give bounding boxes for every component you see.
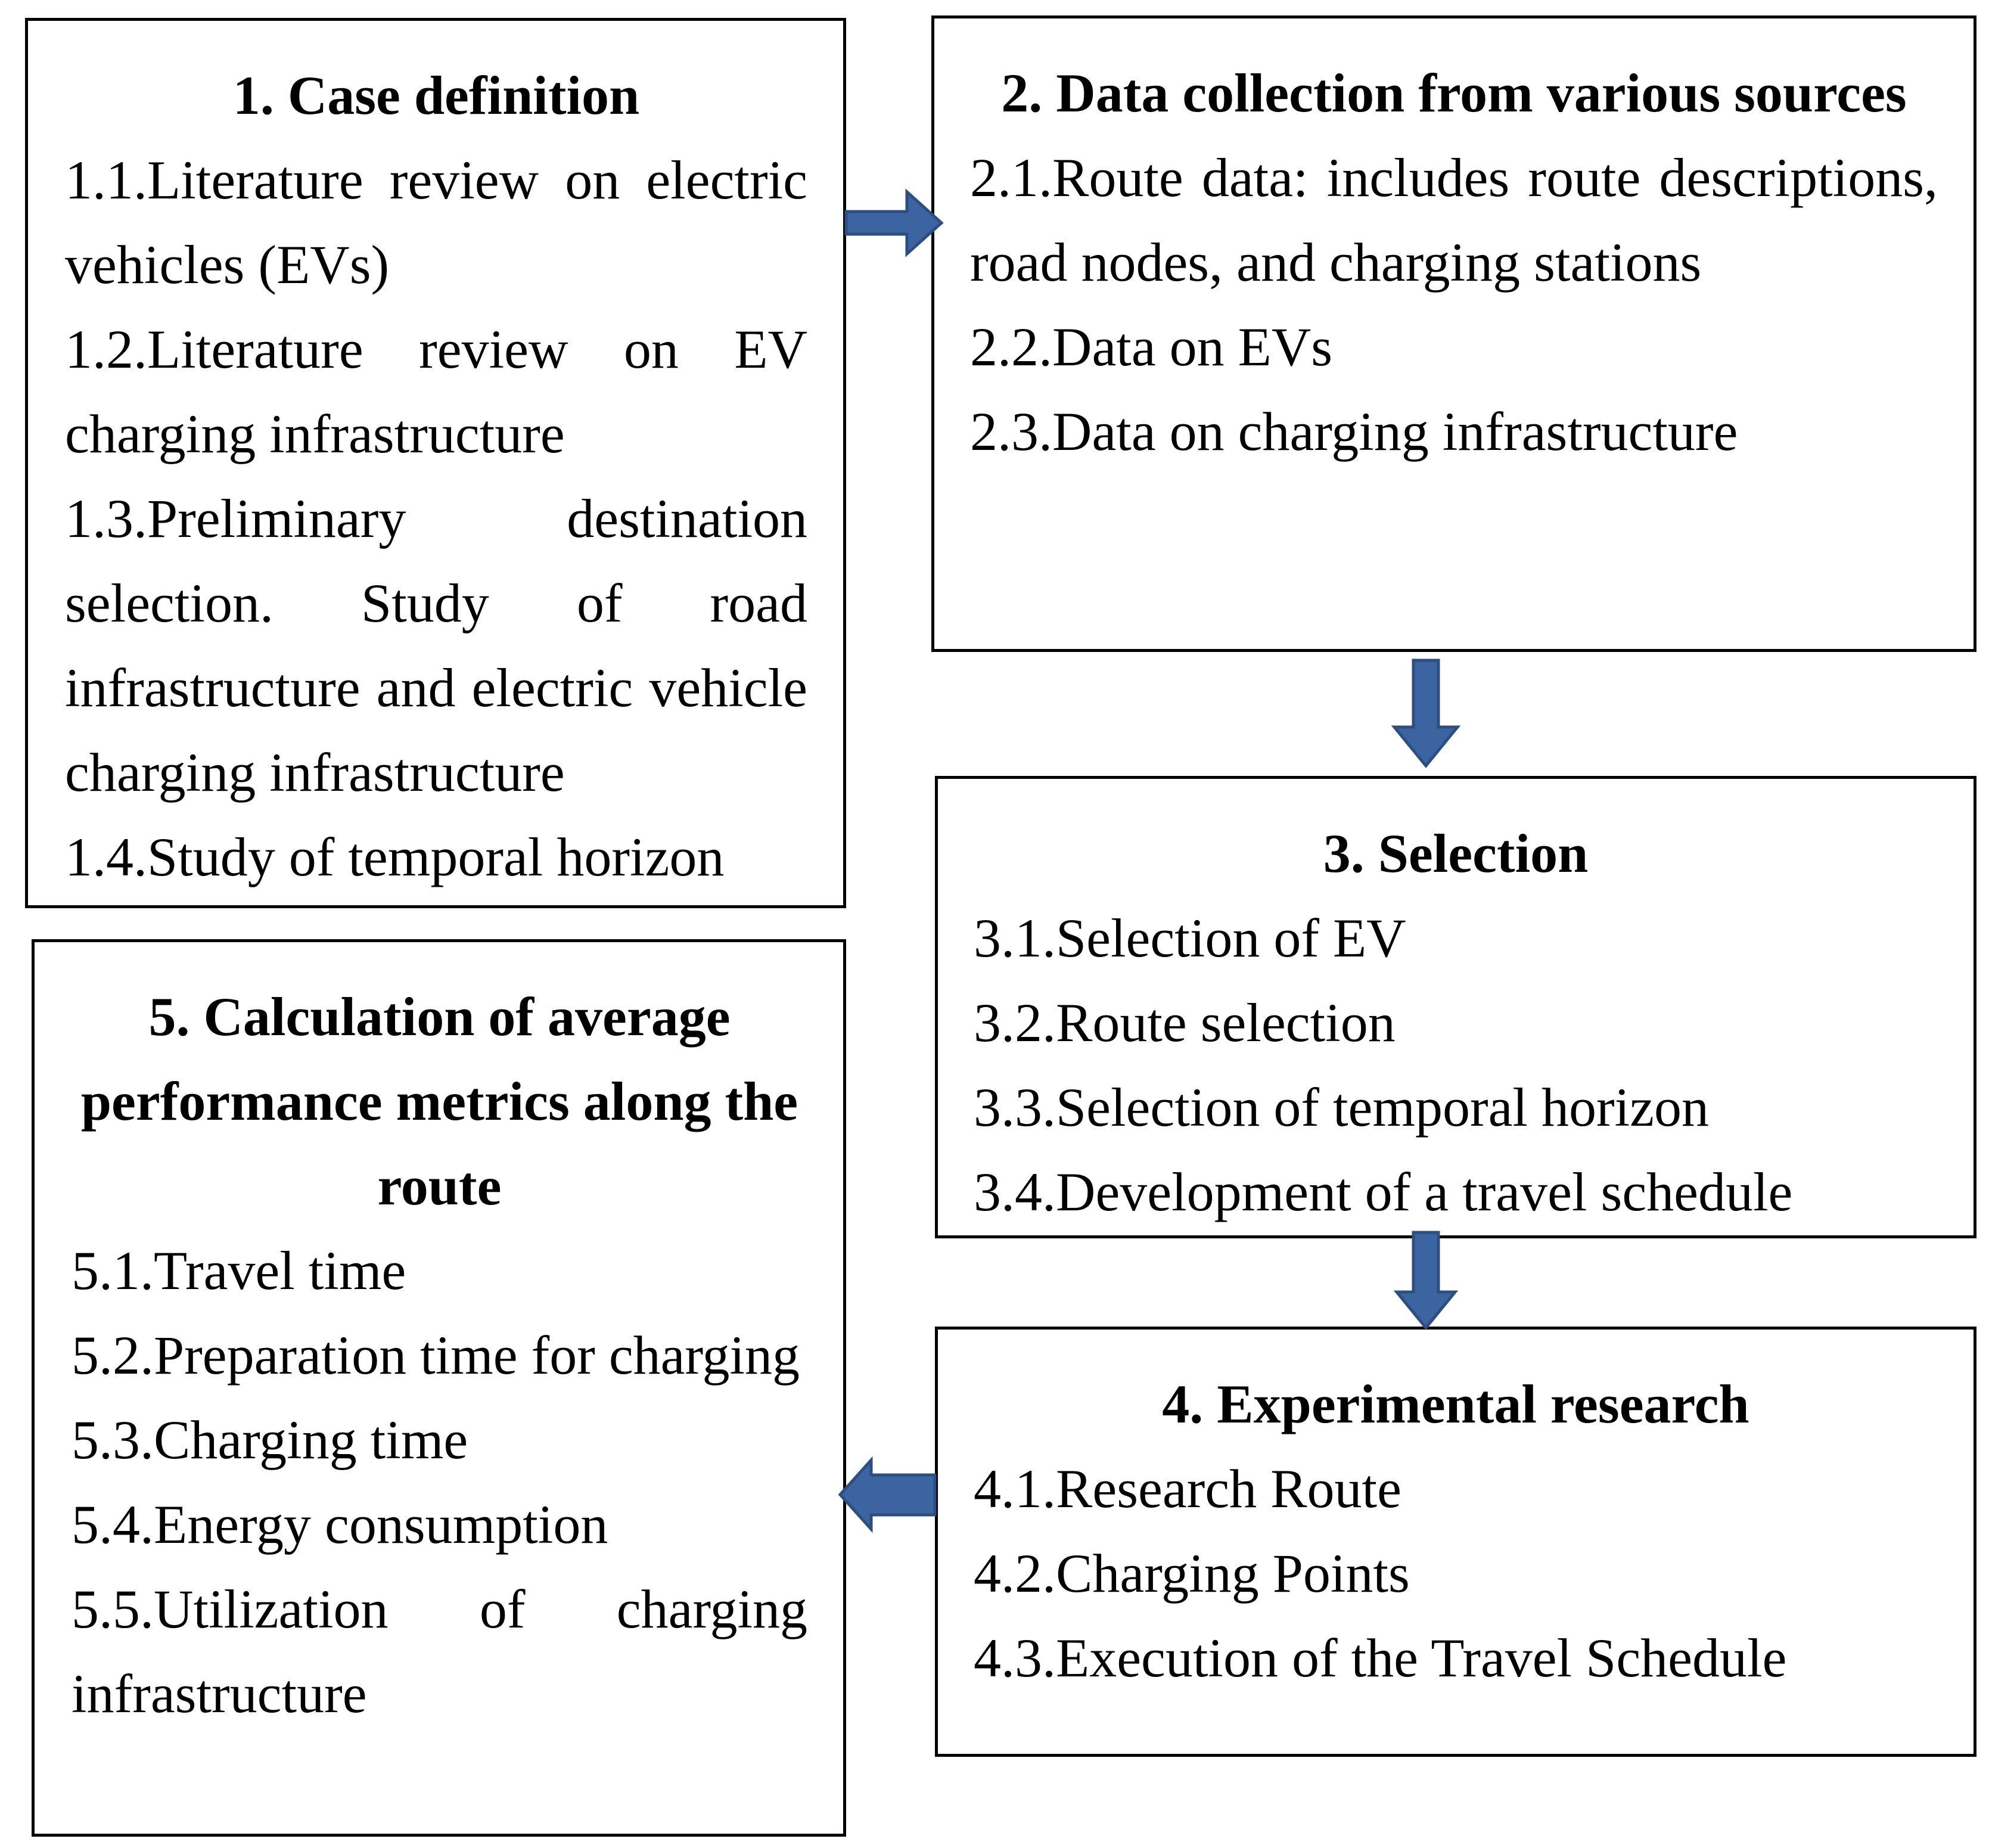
arrow-down-icon [1394,660,1457,766]
step-3-items [974,896,1938,1234]
step-4-item: 4.1.Research Route [974,1458,1401,1519]
step-2-item: 2.3.Data on charging infrastructure [970,401,1738,462]
step-5-item: 5.2.Preparation time for charging [72,1325,800,1386]
step-1-item: 1.4.Study of temporal horizon [65,827,725,887]
step-4-item: 4.3.Execution of the Travel Schedule [974,1628,1787,1688]
step-2-item: 2.2.Data on EVs [970,316,1333,377]
arrow-left-icon [840,1460,935,1529]
step-1-item: 1.1.Literature review on electric vehicles (EVs) [65,150,807,295]
arrow-right-icon [846,192,941,254]
step-5-calculation-box [32,939,846,1837]
step-3-item: 3.3.Selection of temporal horizon [974,1077,1710,1138]
step-5-item: 5.5.Utilization of charging infrastructure [72,1579,807,1724]
step-3-item: 3.2.Route selection [974,992,1396,1053]
step-5-item: 5.3.Charging time [72,1409,468,1470]
step-5-title: 5. Calculation of average performance metrics along the route [80,986,798,1216]
step-4-items [974,1446,1938,1700]
step-5-item: 5.1.Travel time [72,1240,406,1301]
step-1-item: 1.2.Literature review on EV charging infrastructure [65,319,807,464]
step-2-item: 2.1.Route data: includes route descriptions, road nodes, and charging stations [970,147,1938,293]
step-3-item: 3.4.Development of a travel schedule [974,1161,1793,1222]
step-5-item: 5.4.Energy consumption [72,1494,608,1555]
step-4-experimental-research-box [935,1327,1976,1757]
step-1-items [65,138,807,899]
step-5-items [72,1228,807,1736]
arrow-down-icon [1397,1232,1455,1328]
step-2-title: 2. Data collection from various sources [1001,63,1907,123]
step-3-selection-box [935,776,1976,1238]
step-3-item: 3.1.Selection of EV [974,908,1406,968]
step-3-title: 3. Selection [1323,823,1589,884]
step-1-item: 1.3.Preliminary destination selection. Study of road infrastructure and electric vehicle charging infrastructure [65,488,807,803]
step-4-title: 4. Experimental research [1162,1374,1749,1434]
step-1-case-definition-box [25,18,846,908]
step-1-title: 1. Case definition [232,65,640,126]
step-2-data-collection-box [931,15,1976,652]
step-4-item: 4.2.Charging Points [974,1543,1410,1604]
step-2-items [970,135,1938,474]
